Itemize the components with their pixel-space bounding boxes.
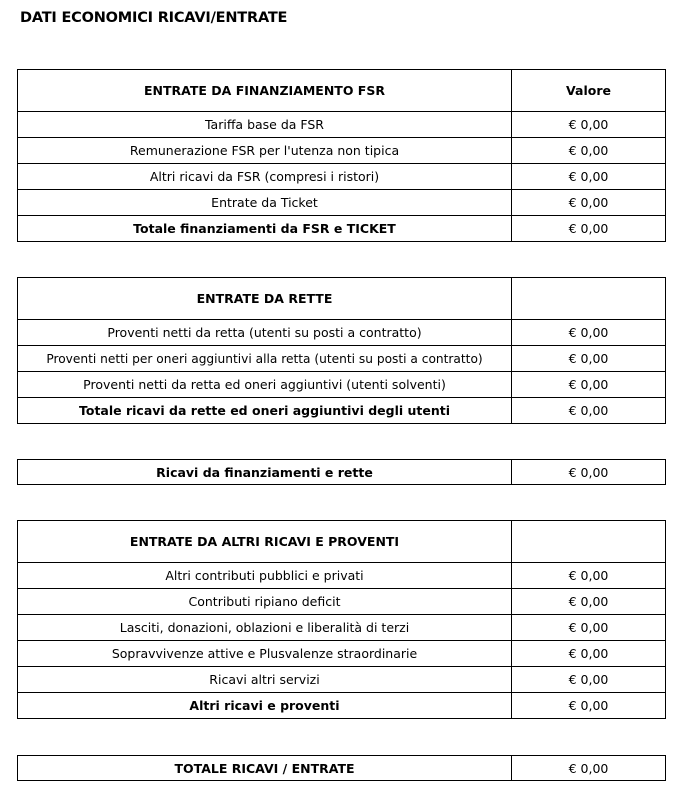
- table-row: [18, 615, 666, 641]
- table-finanziamento-fsr: [17, 69, 666, 242]
- total-value[interactable]: € 0,00: [512, 398, 666, 424]
- total-row: [18, 693, 666, 719]
- row-label: Entrate da Ticket: [18, 190, 512, 216]
- row-label: Proventi netti da retta (utenti su posti a contratto): [18, 320, 512, 346]
- table-row: [18, 589, 666, 615]
- grand-total-label: TOTALE RICAVI / ENTRATE: [18, 756, 512, 781]
- table-row: [18, 372, 666, 398]
- total-row: [18, 216, 666, 242]
- column-header-value: Valore: [512, 70, 666, 112]
- total-label: Altri ricavi e proventi: [18, 693, 512, 719]
- row-label: Sopravvivenze attive e Plusvalenze straordinarie: [18, 641, 512, 667]
- column-header-value: [512, 521, 666, 563]
- table-row: [18, 346, 666, 372]
- table-header-row: [18, 70, 666, 112]
- row-value[interactable]: € 0,00: [512, 563, 666, 589]
- row-label: Lasciti, donazioni, oblazioni e liberalità di terzi: [18, 615, 512, 641]
- row-label: Tariffa base da FSR: [18, 112, 512, 138]
- row-label: Contributi ripiano deficit: [18, 589, 512, 615]
- total-label: Totale finanziamenti da FSR e TICKET: [18, 216, 512, 242]
- row-label: Altri ricavi da FSR (compresi i ristori): [18, 164, 512, 190]
- table-altri-ricavi: [17, 520, 666, 719]
- total-row: [18, 756, 666, 781]
- row-label: Ricavi altri servizi: [18, 667, 512, 693]
- total-value[interactable]: € 0,00: [512, 693, 666, 719]
- row-value[interactable]: € 0,00: [512, 164, 666, 190]
- total-label: Totale ricavi da rette ed oneri aggiuntivi degli utenti: [18, 398, 512, 424]
- row-value[interactable]: € 0,00: [512, 112, 666, 138]
- row-value[interactable]: € 0,00: [512, 615, 666, 641]
- table-row: [18, 164, 666, 190]
- row-value[interactable]: € 0,00: [512, 667, 666, 693]
- table-header-row: [18, 521, 666, 563]
- row-value[interactable]: € 0,00: [512, 138, 666, 164]
- table-row: [18, 190, 666, 216]
- column-header-label: ENTRATE DA RETTE: [18, 278, 512, 320]
- row-label: Altri contributi pubblici e privati: [18, 563, 512, 589]
- row-label: Proventi netti per oneri aggiuntivi alla retta (utenti su posti a contratto): [18, 346, 512, 372]
- row-value[interactable]: € 0,00: [512, 372, 666, 398]
- column-header-value: [512, 278, 666, 320]
- total-row: [18, 398, 666, 424]
- table-row: [18, 563, 666, 589]
- row-value[interactable]: € 0,00: [512, 346, 666, 372]
- row-value[interactable]: € 0,00: [512, 589, 666, 615]
- row-value[interactable]: € 0,00: [512, 641, 666, 667]
- grand-total-value[interactable]: € 0,00: [512, 756, 666, 781]
- table-totale-ricavi: [17, 755, 666, 781]
- table-ricavi-finanziamenti-rette: [17, 459, 666, 485]
- column-header-label: ENTRATE DA ALTRI RICAVI E PROVENTI: [18, 521, 512, 563]
- row-value[interactable]: € 0,00: [512, 190, 666, 216]
- page-title: DATI ECONOMICI RICAVI/ENTRATE: [20, 10, 288, 26]
- table-row: [18, 667, 666, 693]
- table-header-row: [18, 278, 666, 320]
- column-header-label: ENTRATE DA FINANZIAMENTO FSR: [18, 70, 512, 112]
- total-row: [18, 460, 666, 485]
- total-value[interactable]: € 0,00: [512, 460, 666, 485]
- row-value[interactable]: € 0,00: [512, 320, 666, 346]
- table-entrate-rette: [17, 277, 666, 424]
- table-row: [18, 641, 666, 667]
- row-label: Remunerazione FSR per l'utenza non tipica: [18, 138, 512, 164]
- table-row: [18, 112, 666, 138]
- table-row: [18, 138, 666, 164]
- total-label: Ricavi da finanziamenti e rette: [18, 460, 512, 485]
- total-value[interactable]: € 0,00: [512, 216, 666, 242]
- table-row: [18, 320, 666, 346]
- row-label: Proventi netti da retta ed oneri aggiuntivi (utenti solventi): [18, 372, 512, 398]
